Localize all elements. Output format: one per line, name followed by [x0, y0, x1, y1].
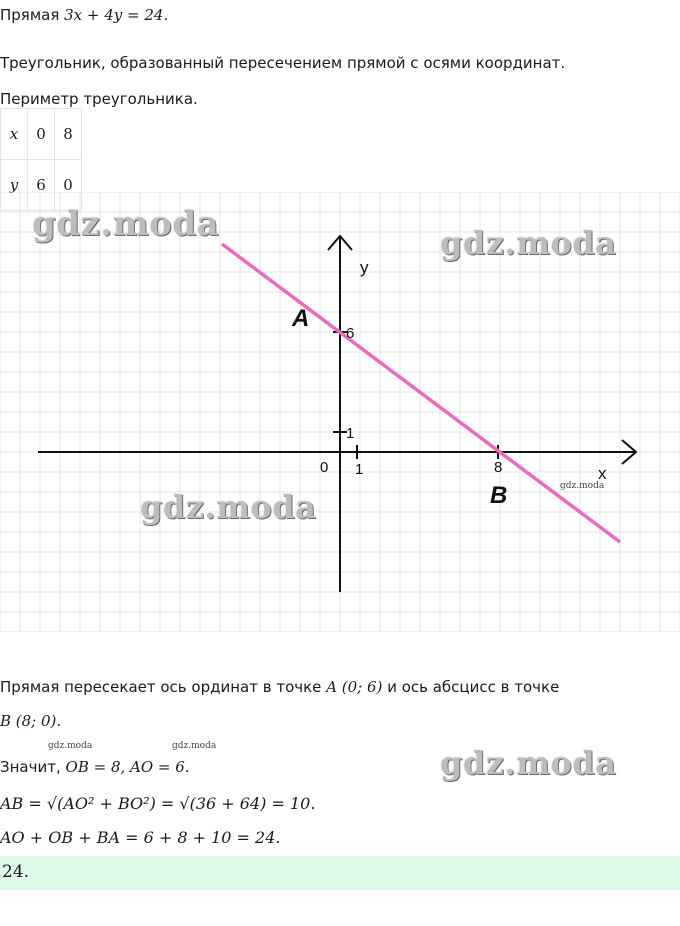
watermark: gdz.moda — [440, 744, 617, 782]
point-b-label: B — [490, 482, 508, 509]
table-header-x: x — [1, 109, 28, 160]
watermark-small: gdz.moda — [560, 481, 605, 491]
tick-y-6-label: 6 — [346, 325, 355, 342]
table-row — [1, 109, 82, 160]
answer-value: 24. — [2, 862, 30, 882]
problem-equation: 3x + 4y = 24. — [64, 6, 169, 24]
origin-label: 0 — [320, 459, 329, 476]
y-axis-label: y — [360, 258, 369, 277]
point-b-coords: B (8; 0). — [0, 712, 62, 730]
tick-x-1-label: 1 — [355, 461, 364, 478]
problem-line-3: Периметр треугольника. — [0, 90, 198, 108]
solution-thus-line — [0, 758, 190, 776]
solution-intersect-text: Прямая пересекает ось ординат в точке — [0, 678, 322, 696]
table-cell: 0 — [55, 160, 82, 211]
watermark: gdz.moda — [440, 224, 617, 262]
table-header-y: y — [1, 160, 28, 211]
problem-line-1-prefix: Прямая — [0, 6, 60, 24]
table-cell: 6 — [28, 160, 55, 211]
solution-intersect-line — [0, 678, 559, 696]
answer-block — [0, 856, 680, 890]
watermark-small: gdz.moda — [172, 741, 217, 751]
axes — [38, 236, 636, 592]
table-cell: 0 — [28, 109, 55, 160]
tick-x-8-label: 8 — [494, 459, 503, 476]
table-cell: 8 — [55, 109, 82, 160]
solution-thus-prefix: Значит, — [0, 758, 61, 776]
solution-intersect-mid: и ось абсцисс в точке — [387, 678, 560, 696]
problem-line-1 — [0, 6, 168, 24]
watermark: gdz.moda — [32, 204, 220, 244]
solution-thus-equation: OB = 8, AO = 6. — [65, 758, 190, 776]
watermark-small: gdz.moda — [48, 741, 93, 751]
point-a-label: A — [292, 305, 310, 332]
watermark: gdz.moda — [140, 488, 317, 526]
solution-perimeter-equation: AO + OB + BA = 6 + 8 + 10 = 24. — [0, 828, 281, 847]
solution-ab-equation: AB = √(AO² + BO²) = √(36 + 64) = 10. — [0, 794, 316, 813]
tick-y-1-label: 1 — [346, 425, 355, 442]
x-axis-label: x — [598, 464, 607, 483]
problem-line-2: Треугольник, образованный пересечением прямой с осями координат. — [0, 54, 566, 72]
point-a-coords: A (0; 6) — [326, 678, 383, 696]
